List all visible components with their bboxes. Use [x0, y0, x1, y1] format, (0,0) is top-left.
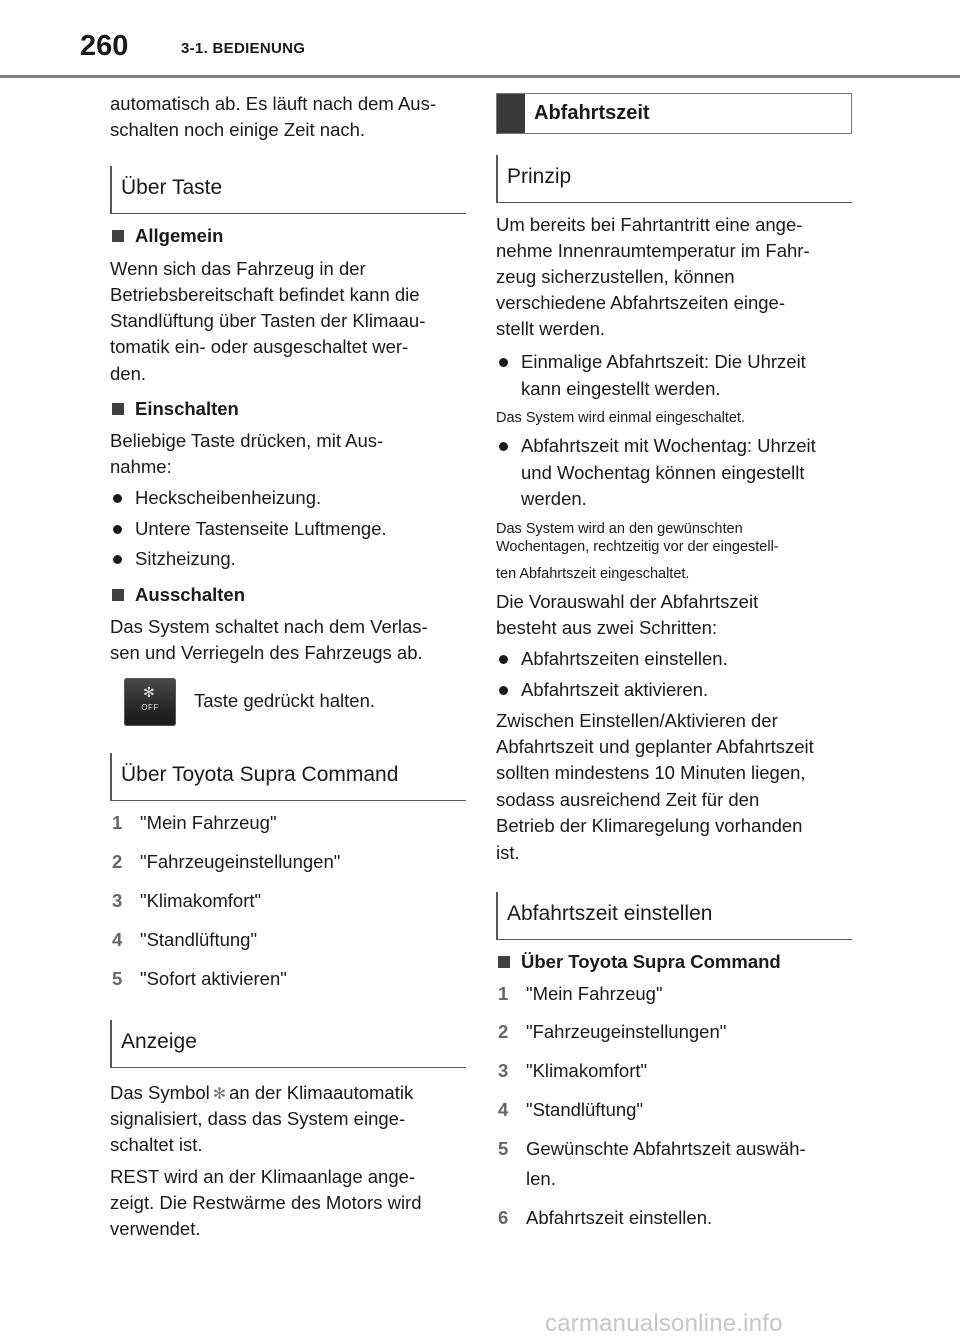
left-step-1: [110, 810, 277, 836]
step-number: 4: [112, 929, 123, 950]
key-caption: Taste gedrückt halten.: [194, 690, 375, 711]
step-number: 4: [498, 1099, 509, 1120]
right-step-3: [496, 1058, 647, 1084]
subhead-einschalten: Einschalten: [110, 396, 239, 422]
bullet-einmalige: Einmalige Abfahrtszeit: Die Uhrzeit: [496, 349, 806, 376]
subhead-ausschalten: Ausschalten: [110, 582, 245, 608]
fan-icon: ✻: [143, 684, 155, 700]
prinzip-line-4: verschiedene Abfahrtszeiten einge-: [496, 292, 785, 313]
bullet-wochentag-cont-2: werden.: [521, 488, 587, 509]
prinzip-line-1: Um bereits bei Fahrtantritt eine ange-: [496, 214, 803, 235]
zwischen-line-4: sodass ausreichend Zeit für den: [496, 789, 760, 810]
right-step-2: [496, 1019, 726, 1045]
fan-icon: ✻: [212, 1086, 227, 1103]
section-prinzip: Prinzip: [496, 155, 852, 203]
step-text: "Klimakomfort": [140, 890, 262, 911]
ausschalten-line-2: sen und Verriegeln des Fahrzeugs ab.: [110, 642, 423, 663]
step-text: "Sofort aktivieren": [140, 968, 287, 989]
rest-line-3: verwendet.: [110, 1218, 201, 1239]
step-text: "Fahrzeugeinstellungen": [526, 1021, 727, 1042]
prinzip-line-3: zeug sicherzustellen, können: [496, 266, 735, 287]
einschalten-line-2: nahme:: [110, 456, 172, 477]
step-number: 2: [112, 851, 123, 872]
right-step-6: [496, 1205, 712, 1231]
subhead-allgemein: Allgemein: [110, 223, 223, 249]
step-text: "Mein Fahrzeug": [140, 812, 277, 833]
watermark: carmanualsonline.info: [545, 1310, 783, 1337]
step-text: "Klimakomfort": [526, 1060, 648, 1081]
step-number: 2: [498, 1021, 509, 1042]
left-step-2: [110, 849, 340, 875]
ausschalten-line-1: Das System schaltet nach dem Verlas-: [110, 616, 428, 637]
right-step-4: [496, 1097, 643, 1123]
anzeige-line-3: schaltet ist.: [110, 1134, 203, 1155]
section-abfahrtszeit-einstellen: Abfahrtszeit einstellen: [496, 892, 852, 940]
bullet-heckscheibenheizung: Heckscheibenheizung.: [110, 485, 321, 512]
bullet-sitzheizung: Sitzheizung.: [110, 546, 236, 573]
allgemein-line-2: Betriebsbereitschaft befindet kann die: [110, 284, 420, 305]
zwischen-line-5: Betrieb der Klimaregelung vorhanden: [496, 815, 803, 836]
zwischen-line-3: sollten mindestens 10 Minuten liegen,: [496, 762, 806, 783]
right-step-5: [496, 1136, 806, 1162]
prinzip-line-2: nehme Innenraumtemperatur im Fahr-: [496, 240, 810, 261]
bullet-luftmenge: Untere Tastenseite Luftmenge.: [110, 516, 387, 543]
step-number: 5: [498, 1138, 509, 1159]
section-anzeige: Anzeige: [110, 1020, 466, 1068]
step-text: "Standlüftung": [526, 1099, 644, 1120]
step-number: 5: [112, 968, 123, 989]
step-number: 1: [112, 812, 123, 833]
chapter-title: 3-1. BEDIENUNG: [181, 40, 306, 57]
anzeige-line-1: [110, 1080, 413, 1109]
off-key-image: [124, 678, 176, 726]
step-number: 1: [498, 983, 509, 1004]
step-number: 3: [112, 890, 123, 911]
prinzip-line-5: stellt werden.: [496, 318, 605, 339]
section-uber-taste: Über Taste: [110, 166, 466, 214]
heading-abfahrtszeit-text: Abfahrtszeit: [534, 102, 650, 124]
step-text: Gewünschte Abfahrtszeit auswäh-: [526, 1138, 806, 1159]
right-step-1: [496, 981, 663, 1007]
note2-line-1: Das System wird an den gewünschten: [496, 521, 743, 537]
step-text: Abfahrtszeit einstellen.: [526, 1207, 713, 1228]
vorauswahl-line-1: Die Vorauswahl der Abfahrtszeit: [496, 591, 759, 612]
allgemein-line-3: Standlüftung über Tasten der Klimaau-: [110, 310, 426, 331]
note2-line-3: ten Abfahrtszeit eingeschaltet.: [496, 566, 690, 582]
bullet-einstellen: Abfahrtszeiten einstellen.: [496, 646, 728, 673]
zwischen-line-6: ist.: [496, 842, 520, 863]
header-rule: [0, 75, 960, 78]
left-step-5: [110, 966, 287, 992]
rest-line-1: REST wird an der Klimaanlage ange-: [110, 1166, 416, 1187]
allgemein-line-1: Wenn sich das Fahrzeug in der: [110, 258, 366, 279]
einschalten-line-1: Beliebige Taste drücken, mit Aus-: [110, 430, 384, 451]
intro-line-2: schalten noch einige Zeit nach.: [110, 119, 366, 140]
allgemein-line-5: den.: [110, 363, 147, 384]
page-header: [0, 0, 960, 80]
note-einmal: Das System wird einmal eingeschaltet.: [496, 410, 746, 426]
left-step-4: [110, 927, 257, 953]
left-step-3: [110, 888, 261, 914]
bullet-wochentag-cont-1: und Wochentag können eingestellt: [521, 462, 805, 483]
zwischen-line-1: Zwischen Einstellen/Aktivieren der: [496, 710, 778, 731]
bullet-aktivieren: Abfahrtszeit aktivieren.: [496, 677, 708, 704]
zwischen-line-2: Abfahrtszeit und geplanter Abfahrtszeit: [496, 736, 814, 757]
allgemein-line-4: tomatik ein- oder ausgeschaltet wer-: [110, 336, 409, 357]
rest-line-2: zeigt. Die Restwärme des Motors wird: [110, 1192, 422, 1213]
intro-line-1: automatisch ab. Es läuft nach dem Aus-: [110, 93, 436, 114]
heading-bar: [497, 94, 525, 133]
step-text: "Mein Fahrzeug": [526, 983, 663, 1004]
step-text: "Standlüftung": [140, 929, 258, 950]
note2-line-2: Wochentagen, rechtzeitig vor der eingestell-: [496, 539, 779, 555]
heading-abfahrtszeit: [496, 93, 852, 134]
step-number: 3: [498, 1060, 509, 1081]
vorauswahl-line-2: besteht aus zwei Schritten:: [496, 617, 718, 638]
anzeige-line-2: signalisiert, dass das System einge-: [110, 1108, 406, 1129]
subhead-command: Über Toyota Supra Command: [496, 949, 781, 975]
bullet-einmalige-cont: kann eingestellt werden.: [521, 378, 721, 399]
section-uber-command: Über Toyota Supra Command: [110, 753, 466, 801]
off-key-label: OFF: [141, 703, 159, 712]
step-number: 6: [498, 1207, 509, 1228]
anzeige-text-after: an der Klimaautomatik: [229, 1082, 414, 1103]
anzeige-text-before: Das Symbol: [110, 1082, 210, 1103]
page-number: 260: [80, 30, 129, 62]
bullet-wochentag: Abfahrtszeit mit Wochentag: Uhrzeit: [496, 433, 816, 460]
right-step-5-cont: len.: [526, 1168, 556, 1189]
step-text: "Fahrzeugeinstellungen": [140, 851, 341, 872]
